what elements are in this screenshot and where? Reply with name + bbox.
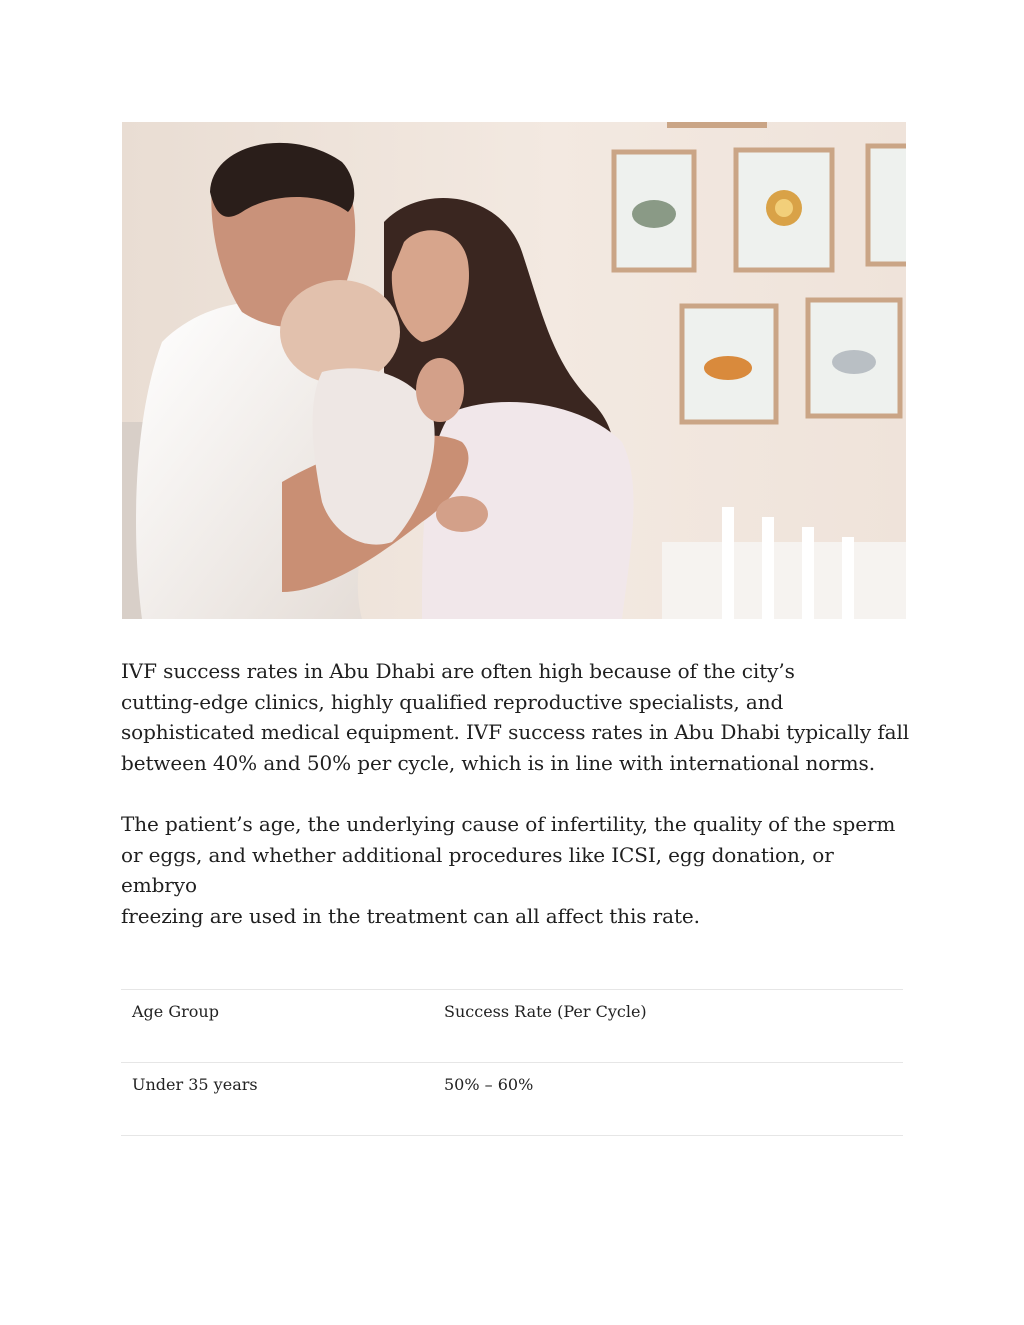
family-photo-illustration <box>122 122 906 619</box>
paragraph-line: The patient’s age, the underlying cause of infertility, the quality of the sperm <box>121 812 896 836</box>
family-photo <box>122 122 906 619</box>
intro-paragraph <box>121 656 911 778</box>
table-cell: Under 35 years <box>132 1075 258 1094</box>
table-header-cell: Age Group <box>132 1002 219 1021</box>
paragraph-line: between 40% and 50% per cycle, which is in line with international norms. <box>121 750 875 775</box>
table-cell: 50% – 60% <box>444 1075 534 1094</box>
paragraph-line: IVF success rates in Abu Dhabi are often high because of the city’s <box>121 659 795 683</box>
paragraph-line: or eggs, and whether additional procedures like ICSI, egg donation, or embryo <box>121 842 834 897</box>
paragraph-line: cutting-edge clinics, highly qualified reproductive specialists, and <box>121 689 784 714</box>
table-header-cell: Success Rate (Per Cycle) <box>444 1002 647 1021</box>
success-rate-table <box>121 989 903 1136</box>
paragraph-line: freezing are used in the treatment can all affect this rate. <box>121 903 700 928</box>
factors-paragraph <box>121 809 911 931</box>
table-header-row <box>121 990 903 1063</box>
paragraph-line: sophisticated medical equipment. IVF success rates in Abu Dhabi typically fall <box>121 720 910 744</box>
table-row <box>121 1063 903 1136</box>
